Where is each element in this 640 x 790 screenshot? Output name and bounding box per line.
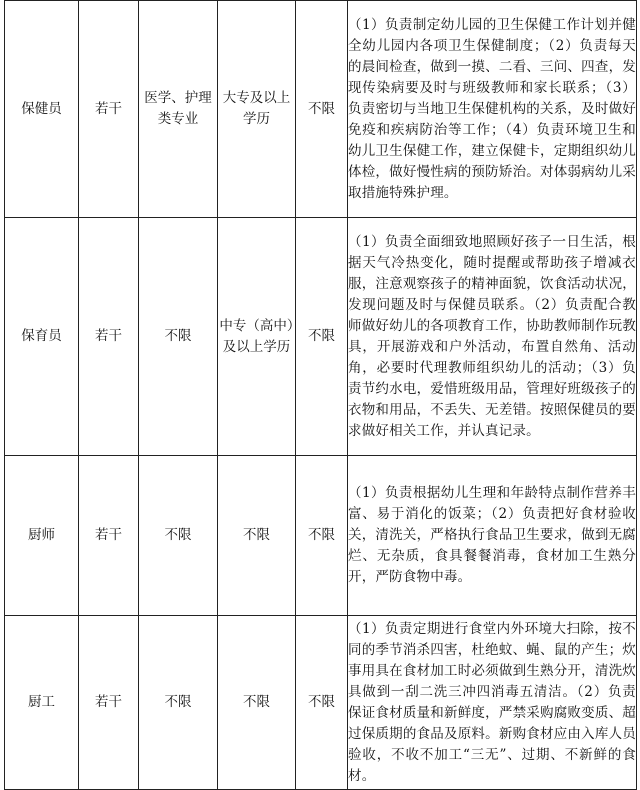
duties-cell: （1）负责根据幼儿生理和年龄特点制作营养丰富、易于消化的饭菜；（2）负责把好食材验收关，清洗关，严格执行食品卫生要求，做到无腐烂、无杂质，食具餐餐消毒，食材加工生熟分开，严防食物中毒。 (348, 456, 637, 616)
education-cell: 大专及以上学历 (218, 1, 296, 218)
count-cell: 若干 (79, 218, 139, 456)
count-cell: 若干 (79, 616, 139, 790)
count-cell: 若干 (79, 1, 139, 218)
major-cell: 医学、护理类专业 (139, 1, 218, 218)
count-cell: 若干 (79, 456, 139, 616)
table-row (5, 1, 637, 218)
table-row (5, 616, 637, 790)
age-cell: 不限 (296, 218, 348, 456)
position-cell: 保育员 (5, 218, 79, 456)
duties-cell: （1）负责制定幼儿园的卫生保健工作计划并健全幼儿园内各项卫生保健制度；（2）负责每天的晨间检查，做到一摸、二看、三问、四查，发现传染病要及时与班级教师和家长联系；（3）负责密切与当地卫生保健机构的关系，及时做好免疫和疾病防治等工作；（4）负责环境卫生和幼儿卫生保健工作，建立保健卡，定期组织幼儿体检，做好慢性病的预防矫治。对体弱病幼儿采取措施特殊护理。 (348, 1, 637, 218)
major-cell: 不限 (139, 616, 218, 790)
education-cell: 不限 (218, 616, 296, 790)
position-cell: 厨师 (5, 456, 79, 616)
major-cell: 不限 (139, 218, 218, 456)
table-row (5, 456, 637, 616)
age-cell: 不限 (296, 456, 348, 616)
duties-cell: （1）负责全面细致地照顾好孩子一日生活，根据天气冷热变化，随时提醒或帮助孩子增减衣服，注意观察孩子的精神面貌，饮食活动状况，发现问题及时与保健员联系。（2）负责配合教师做好幼儿的各项教育工作，协助教师制作玩教具，开展游戏和户外活动，布置自然角、活动角，必要时代理教师组织幼儿的活动；（3）负责节约水电，爱惜班级用品，管理好班级孩子的衣物和用品，不丢失、无差错。按照保健员的要求做好相关工作，并认真记录。 (348, 218, 637, 456)
education-cell: 中专（高中）及以上学历 (218, 218, 296, 456)
position-cell: 厨工 (5, 616, 79, 790)
age-cell: 不限 (296, 1, 348, 218)
education-cell: 不限 (218, 456, 296, 616)
recruitment-table (4, 0, 637, 790)
duties-cell: （1）负责定期进行食堂内外环境大扫除，按不同的季节消杀四害，杜绝蚊、蝇、鼠的产生；炊事用具在食材加工时必须做到生熟分开，清洗炊具做到一刮二洗三冲四消毒五清洁。（2）负责保证食材质量和新鲜度，严禁采购腐败变质、超过保质期的食品及原料。新购食材应由入库人员验收，不收不加工“三无”、过期、不新鲜的食材。 (348, 616, 637, 790)
position-cell: 保健员 (5, 1, 79, 218)
age-cell: 不限 (296, 616, 348, 790)
table-row (5, 218, 637, 456)
major-cell: 不限 (139, 456, 218, 616)
